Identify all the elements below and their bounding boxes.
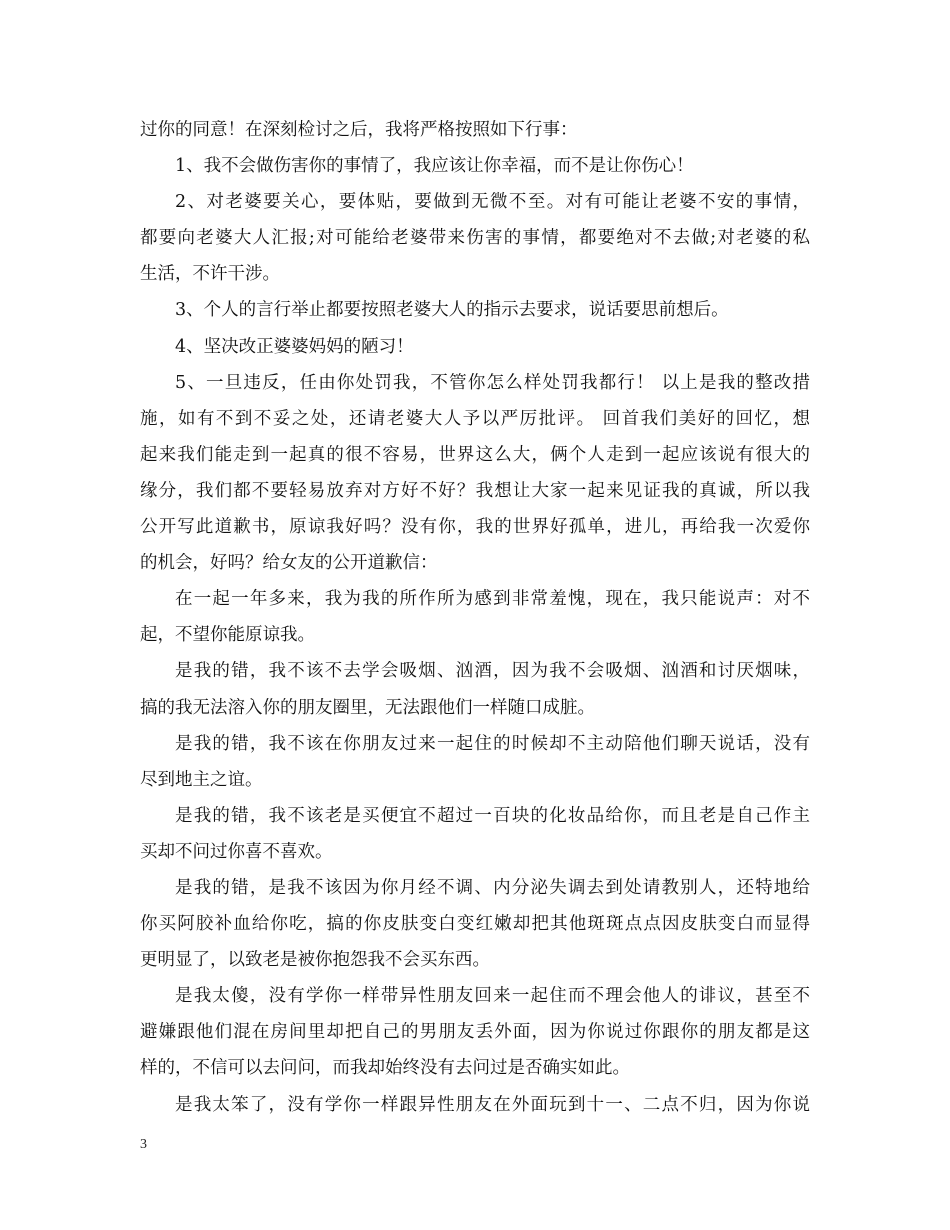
text-line: 搞的我无法溶入你的朋友圈里，无法跟他们一样随口成脏。 [140,697,595,718]
text-line: 更明显了，以致老是被你抱怨我不会买东西。 [140,950,490,971]
text-line: 4、坚决改正婆婆妈妈的陋习！ [175,336,414,357]
text-line: 过你的同意！在深刻检讨之后，我将严格按照如下行事： [140,120,578,140]
text-line: 你买阿胶补血给你吃，搞的你皮肤变白变红嫩却把其他斑斑点点因皮肤变白而显得 [140,914,810,935]
text-line: 是我的错，我不该在你朋友过来一起住的时候却不主动陪他们聊天说话，没有 [175,733,810,754]
document-body [140,112,810,1123]
text-line: 在一起一年多来，我为我的所作所为感到非常羞愧，现在，我只能说声：对不 [175,589,810,610]
text-line: 施，如有不到不妥之处，还请老婆大人予以严厉批评。 回首我们美好的回忆，想 [140,408,810,429]
text-line: 是我的错，是我不该因为你月经不调、内分泌失调去到处请教别人，还特地给 [175,877,810,898]
text-line: 尽到地主之谊。 [140,769,263,790]
text-line: 3、个人的言行举止都要按照老婆大人的指示去要求，说话要思前想后。 [175,300,729,321]
text-line: 缘分，我们都不要轻易放弃对方好不好？我想让大家一起来见证我的真诚，所以我 [140,480,810,501]
text-line: 是我太傻，没有学你一样带异性朋友回来一起住而不理会他人的诽议，甚至不 [175,986,810,1007]
text-line: 是我的错，我不该老是买便宜不超过一百块的化妆品给你，而且老是自己作主 [175,805,810,826]
text-line: 公开写此道歉书，原谅我好吗？没有你，我的世界好孤单，进儿，再给我一次爱你 [140,517,810,538]
text-line: 避嫌跟他们混在房间里却把自己的男朋友丢外面，因为你说过你跟你的朋友都是这 [140,1022,810,1043]
text-line: 样的，不信可以去问问，而我却始终没有去问过是否确实如此。 [140,1058,630,1079]
page-number: 3 [140,1137,147,1152]
text-line: 的机会，好吗？给女友的公开道歉信： [140,553,438,574]
text-line: 都要向老婆大人汇报;对可能给老婆带来伤害的事情，都要绝对不去做;对老婆的私 [140,228,810,249]
text-line: 是我的错，我不该不去学会吸烟、汹酒，因为我不会吸烟、汹酒和讨厌烟味， [175,661,810,682]
text-line: 生活，不许干涉。 [140,264,280,285]
text-line: 是我太笨了，没有学你一样跟异性朋友在外面玩到十一、二点不归，因为你说 [175,1094,810,1115]
text-line: 2、对老婆要关心，要体贴，要做到无微不至。对有可能让老婆不安的事情， [175,192,810,213]
text-line: 买却不问过你喜不喜欢。 [140,841,333,862]
text-line: 1、我不会做伤害你的事情了，我应该让你幸福，而不是让你伤心！ [175,156,694,177]
text-line: 5、一旦违反，任由你处罚我，不管你怎么样处罚我都行！ 以上是我的整改措 [175,372,810,393]
text-line: 起来我们能走到一起真的很不容易，世界这么大，俩个人走到一起应该说有很大的 [140,444,810,465]
text-line: 起，不望你能原谅我。 [140,625,315,646]
